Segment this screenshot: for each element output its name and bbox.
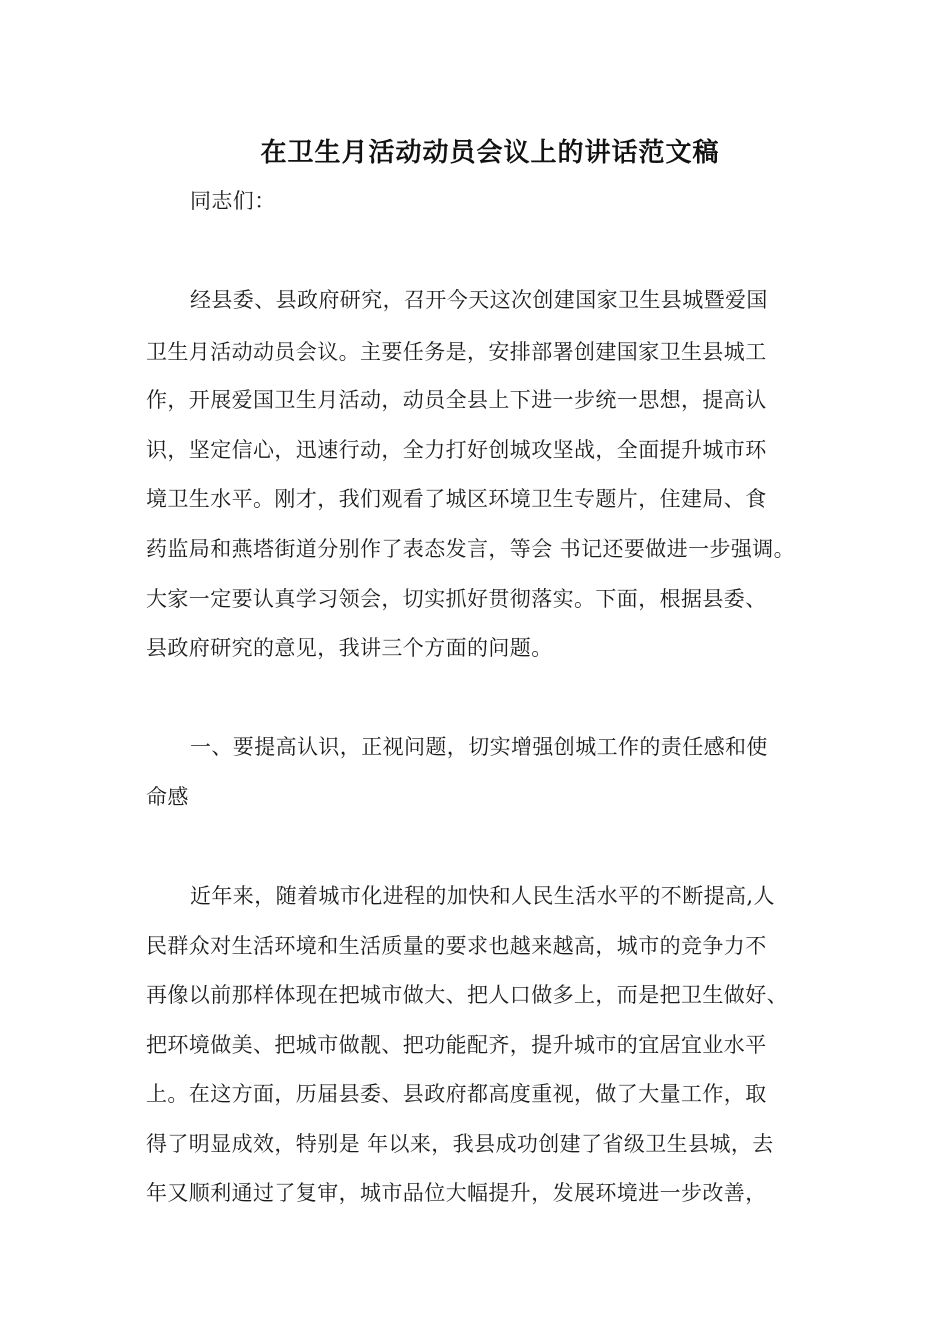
paragraph-line: 近年来，随着城市化进程的加快和人民生活水平的不断提高,人 — [190, 884, 775, 908]
document-title: 在卫生月活动动员会议上的讲话范文稿 — [260, 138, 720, 168]
paragraph-line: 把环境做美、把城市做靓、把功能配齐，提升城市的宜居宜业水平 — [146, 1033, 767, 1057]
paragraph-line: 大家一定要认真学习领会，切实抓好贯彻落实。下面，根据县委、 — [146, 587, 767, 611]
paragraph-line: 年又顺利通过了复审，城市品位大幅提升，发展环境进一步改善， — [146, 1181, 767, 1205]
paragraph-line: 得了明显成效，特别是 年以来，我县成功创建了省级卫生县城，去 — [146, 1132, 774, 1156]
paragraph-line: 境卫生水平。刚才，我们观看了城区环境卫生专题片，住建局、食 — [146, 487, 767, 511]
paragraph-line: 再像以前那样体现在把城市做大、把人口做多上，而是把卫生做好、 — [146, 983, 788, 1007]
salutation: 同志们： — [190, 189, 276, 213]
paragraph-line: 卫生月活动动员会议。主要任务是，安排部署创建国家卫生县城工 — [146, 340, 767, 364]
paragraph-line: 识，坚定信心，迅速行动，全力打好创城攻坚战，全面提升城市环 — [146, 438, 767, 462]
paragraph-line: 县政府研究的意见，我讲三个方面的问题。 — [146, 636, 553, 660]
paragraph-line: 作，开展爱国卫生月活动，动员全县上下进一步统一思想，提高认 — [146, 388, 767, 412]
paragraph-line: 经县委、县政府研究，召开今天这次创建国家卫生县城暨爱国 — [190, 288, 768, 312]
paragraph-line: 民群众对生活环境和生活质量的要求也越来越高，城市的竞争力不 — [146, 934, 767, 958]
heading-line: 命感 — [146, 785, 189, 809]
heading-line: 一、要提高认识，正视问题，切实增强创城工作的责任感和使 — [190, 735, 768, 759]
paragraph-line: 药监局和燕塔街道分别作了表态发言，等会 书记还要做进一步强调。 — [146, 537, 796, 561]
paragraph-line: 上。在这方面，历届县委、县政府都高度重视，做了大量工作，取 — [146, 1082, 767, 1106]
